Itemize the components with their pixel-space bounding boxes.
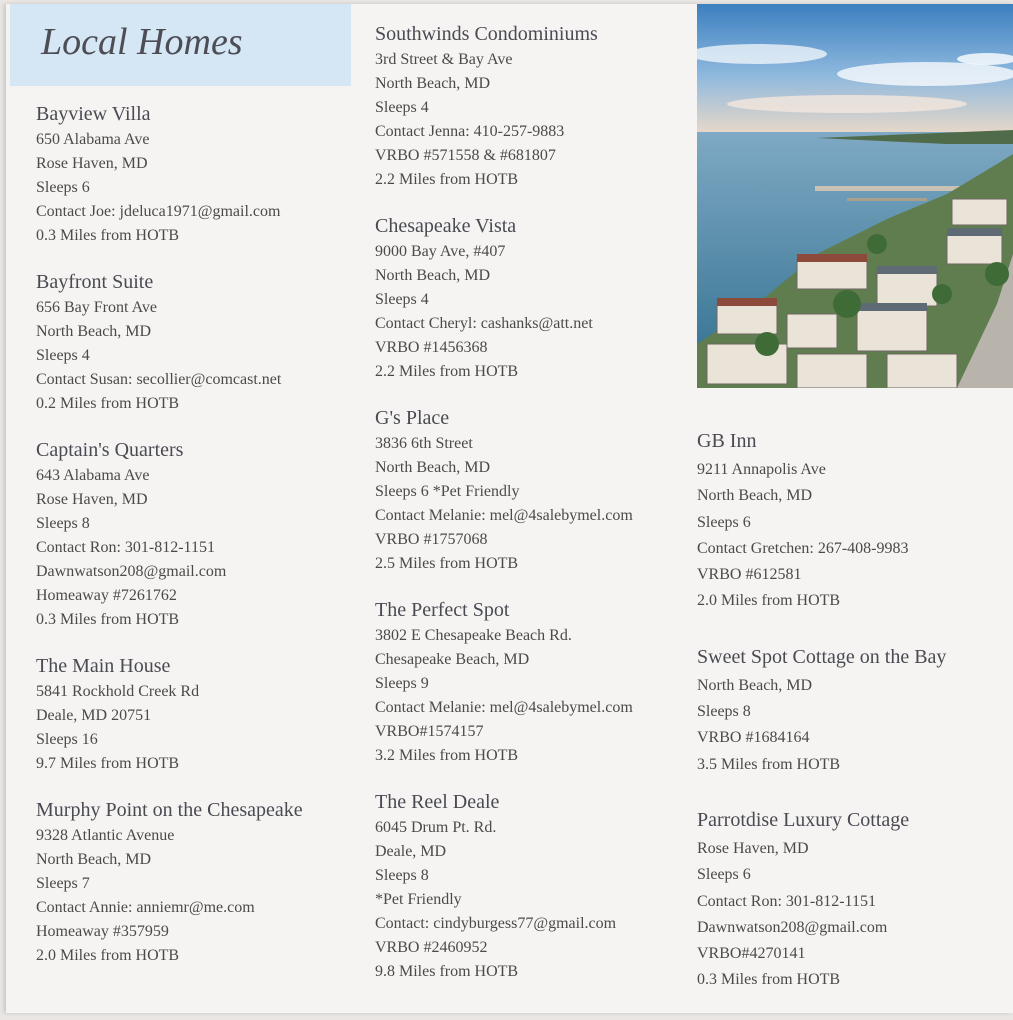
home-detail-line: Sleeps 16: [36, 731, 98, 748]
home-detail-line: 2.0 Miles from HOTB: [697, 592, 841, 610]
home-detail-line: 3.2 Miles from HOTB: [375, 747, 519, 764]
home-detail-line: 9.8 Miles from HOTB: [375, 963, 519, 980]
home-detail-line: Dawnwatson208@gmail.com: [36, 563, 227, 580]
listing-column-2: [375, 20, 695, 1004]
home-detail-line: Rose Haven, MD: [36, 491, 148, 508]
home-detail-line: 3rd Street & Bay Ave: [375, 51, 513, 68]
home-listing: [36, 100, 356, 248]
home-detail-line: Sleeps 6 *Pet Friendly: [375, 483, 520, 500]
home-detail-line: Contact Jenna: 410-257-9883: [375, 123, 565, 140]
home-detail-line: VRBO #612581: [697, 566, 802, 584]
home-detail-line: Chesapeake Beach, MD: [375, 651, 530, 668]
home-listing: [375, 788, 695, 984]
home-detail-line: Homeaway #7261762: [36, 587, 177, 604]
home-detail-line: VRBO #1684164: [697, 729, 810, 747]
home-detail-line: Sleeps 8: [36, 515, 90, 532]
home-listing: [697, 425, 1013, 615]
home-detail-line: North Beach, MD: [697, 676, 813, 694]
home-detail-line: Sleeps 7: [36, 875, 90, 892]
home-detail-line: *Pet Friendly: [375, 891, 462, 908]
home-detail-line: 3836 6th Street: [375, 435, 473, 452]
page-sheet: [6, 4, 1013, 1013]
home-name: The Reel Deale: [375, 791, 500, 813]
home-detail-line: Contact Joe: jdeluca1971@gmail.com: [36, 203, 281, 220]
home-detail-line: Sleeps 4: [375, 99, 429, 116]
home-detail-line: 0.3 Miles from HOTB: [697, 971, 841, 989]
home-name: Southwinds Condominiums: [375, 23, 598, 45]
home-detail-line: 2.2 Miles from HOTB: [375, 171, 519, 188]
home-listing: [36, 436, 356, 632]
home-detail-line: 6045 Drum Pt. Rd.: [375, 819, 497, 836]
home-detail-line: Contact Ron: 301-812-1151: [697, 892, 876, 910]
home-name: Sweet Spot Cottage on the Bay: [697, 645, 947, 668]
home-detail-line: 5841 Rockhold Creek Rd: [36, 683, 200, 700]
home-listing: [36, 796, 356, 968]
coastal-town-aerial-photo: [697, 4, 1013, 388]
home-detail-line: Sleeps 4: [375, 291, 429, 308]
home-listing: [375, 404, 695, 576]
home-detail-line: Contact Annie: anniemr@me.com: [36, 899, 255, 916]
home-detail-line: 650 Alabama Ave: [36, 131, 150, 148]
home-detail-line: 0.2 Miles from HOTB: [36, 395, 180, 412]
home-listing: [36, 268, 356, 416]
home-name: Captain's Quarters: [36, 439, 184, 461]
home-detail-line: 3802 E Chesapeake Beach Rd.: [375, 627, 572, 644]
home-detail-line: Contact Melanie: mel@4salebymel.com: [375, 507, 633, 524]
home-detail-line: Sleeps 8: [375, 867, 429, 884]
home-detail-line: 0.3 Miles from HOTB: [36, 611, 180, 628]
home-detail-line: VRBO #1456368: [375, 339, 488, 356]
home-detail-line: North Beach, MD: [375, 267, 491, 284]
home-detail-line: 9211 Annapolis Ave: [697, 461, 826, 478]
home-detail-line: Sleeps 4: [36, 347, 90, 364]
home-detail-line: Contact Melanie: mel@4salebymel.com: [375, 699, 633, 716]
home-detail-line: North Beach, MD: [375, 459, 491, 476]
home-detail-line: Contact Ron: 301-812-1151: [36, 539, 215, 556]
home-name: Bayview Villa: [36, 103, 151, 125]
home-detail-line: 9000 Bay Ave, #407: [375, 243, 506, 260]
home-detail-line: Rose Haven, MD: [697, 839, 809, 857]
home-detail-line: 3.5 Miles from HOTB: [697, 755, 841, 773]
home-listing: [375, 212, 695, 384]
home-detail-line: 656 Bay Front Ave: [36, 299, 158, 316]
home-detail-line: North Beach, MD: [36, 851, 152, 868]
home-name: Chesapeake Vista: [375, 215, 517, 237]
home-name: Murphy Point on the Chesapeake: [36, 799, 303, 821]
home-listing: [697, 641, 1013, 778]
home-detail-line: North Beach, MD: [375, 75, 491, 92]
home-detail-line: 2.5 Miles from HOTB: [375, 555, 519, 572]
home-name: G's Place: [375, 407, 450, 429]
home-detail-line: VRBO#1574157: [375, 723, 484, 740]
home-name: Bayfront Suite: [36, 271, 154, 293]
home-detail-line: Sleeps 6: [697, 866, 751, 884]
home-detail-line: Contact Gretchen: 267-408-9983: [697, 539, 909, 557]
home-detail-line: Contact: cindyburgess77@gmail.com: [375, 915, 617, 932]
home-detail-line: 2.0 Miles from HOTB: [36, 947, 180, 964]
home-name: The Main House: [36, 655, 171, 677]
home-detail-line: 9328 Atlantic Avenue: [36, 827, 175, 844]
home-detail-line: Dawnwatson208@gmail.com: [697, 918, 888, 936]
home-detail-line: Rose Haven, MD: [36, 155, 148, 172]
listing-column-3: [697, 425, 1013, 1020]
home-detail-line: Contact Cheryl: cashanks@att.net: [375, 315, 593, 332]
home-detail-line: Homeaway #357959: [36, 923, 169, 940]
home-detail-line: VRBO #2460952: [375, 939, 488, 956]
home-detail-line: Sleeps 6: [697, 513, 751, 531]
home-detail-line: 2.2 Miles from HOTB: [375, 363, 519, 380]
home-detail-line: VRBO #571558 & #681807: [375, 147, 556, 164]
listing-column-1: [36, 100, 356, 988]
home-listing: [697, 804, 1013, 994]
home-listing: [375, 20, 695, 192]
home-name: GB Inn: [697, 430, 757, 452]
home-listing: [375, 596, 695, 768]
home-detail-line: VRBO #1757068: [375, 531, 488, 548]
title-banner: [10, 4, 351, 86]
home-detail-line: North Beach, MD: [697, 487, 813, 505]
page-title: Local Homes: [41, 21, 243, 63]
home-detail-line: VRBO#4270141: [697, 945, 806, 963]
home-detail-line: North Beach, MD: [36, 323, 152, 340]
home-detail-line: Contact Susan: secollier@comcast.net: [36, 371, 282, 388]
home-name: The Perfect Spot: [375, 599, 510, 621]
home-detail-line: Deale, MD 20751: [36, 707, 152, 724]
home-detail-line: Sleeps 9: [375, 675, 429, 692]
home-detail-line: Sleeps 6: [36, 179, 90, 196]
home-detail-line: 0.3 Miles from HOTB: [36, 227, 180, 244]
home-detail-line: Sleeps 8: [697, 703, 751, 721]
home-detail-line: 9.7 Miles from HOTB: [36, 755, 180, 772]
home-detail-line: Deale, MD: [375, 843, 447, 860]
home-detail-line: 643 Alabama Ave: [36, 467, 150, 484]
home-name: Parrotdise Luxury Cottage: [697, 808, 910, 831]
home-listing: [36, 652, 356, 776]
